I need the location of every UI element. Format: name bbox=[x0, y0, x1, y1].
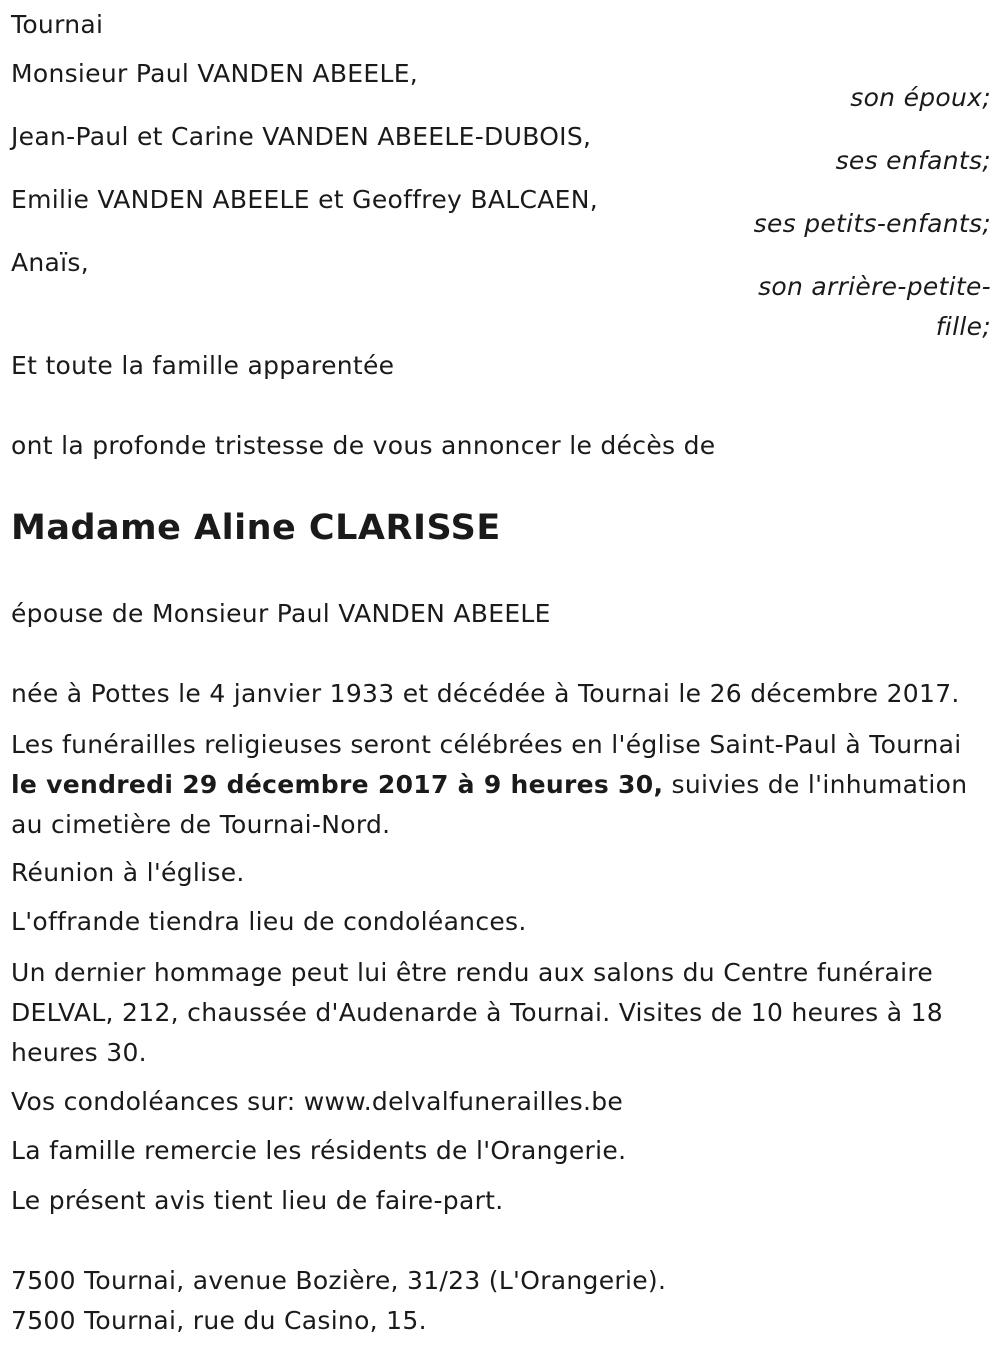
family-member-spouse: Monsieur Paul VANDEN ABEELE, bbox=[11, 59, 419, 88]
relation-spouse: son époux; bbox=[850, 83, 991, 112]
condolences-info: Vos condoléances sur: www.delvalfunerailles.be bbox=[11, 1087, 624, 1116]
birth-death-line: née à Pottes le 4 janvier 1933 et décédée à Tournai le 26 décembre 2017. bbox=[11, 679, 960, 708]
spouse-line: épouse de Monsieur Paul VANDEN ABEELE bbox=[11, 599, 551, 628]
meeting-info: Réunion à l'église. bbox=[11, 858, 245, 887]
funeral-paragraph bbox=[11, 725, 986, 845]
relation-great-grandchild-line2: fille; bbox=[935, 312, 991, 341]
homage-paragraph: Un dernier hommage peut lui être rendu aux salons du Centre funéraire DELVAL, 212, chaussée d'Audenarde à Tournai. Visites de 10 heures à 18 heures 30. bbox=[11, 958, 943, 1067]
announcement-text: ont la profonde tristesse de vous annoncer le décès de bbox=[11, 431, 716, 460]
address-line-2: 7500 Tournai, rue du Casino, 15. bbox=[11, 1306, 427, 1335]
funeral-text-before: Les funérailles religieuses seront célébrées en l'église Saint-Paul à Tournai bbox=[11, 730, 962, 759]
funeral-text-after: suivies de l'inhumation au cimetière de Tournai-Nord. bbox=[11, 770, 968, 839]
deceased-name: Madame Aline CLARISSE bbox=[11, 508, 501, 548]
relation-great-grandchild-line1: son arrière-petite- bbox=[758, 272, 991, 301]
family-member-great-grandchild: Anaïs, bbox=[11, 248, 89, 277]
funeral-date-time: le vendredi 29 décembre 2017 à 9 heures 30, bbox=[11, 770, 664, 799]
family-member-grandchildren: Emilie VANDEN ABEELE et Geoffrey BALCAEN, bbox=[11, 185, 598, 214]
extended-family: Et toute la famille apparentée bbox=[11, 351, 395, 380]
notice-line: Le présent avis tient lieu de faire-part. bbox=[11, 1186, 504, 1215]
offering-info: L'offrande tiendra lieu de condoléances. bbox=[11, 907, 527, 936]
relation-grandchildren: ses petits-enfants; bbox=[753, 209, 991, 238]
city-label: Tournai bbox=[11, 10, 104, 39]
thanks-line: La famille remercie les résidents de l'Orangerie. bbox=[11, 1136, 627, 1165]
address-line-1: 7500 Tournai, avenue Bozière, 31/23 (L'Orangerie). bbox=[11, 1266, 667, 1295]
family-member-children: Jean-Paul et Carine VANDEN ABEELE-DUBOIS, bbox=[11, 122, 592, 151]
relation-children: ses enfants; bbox=[835, 146, 991, 175]
